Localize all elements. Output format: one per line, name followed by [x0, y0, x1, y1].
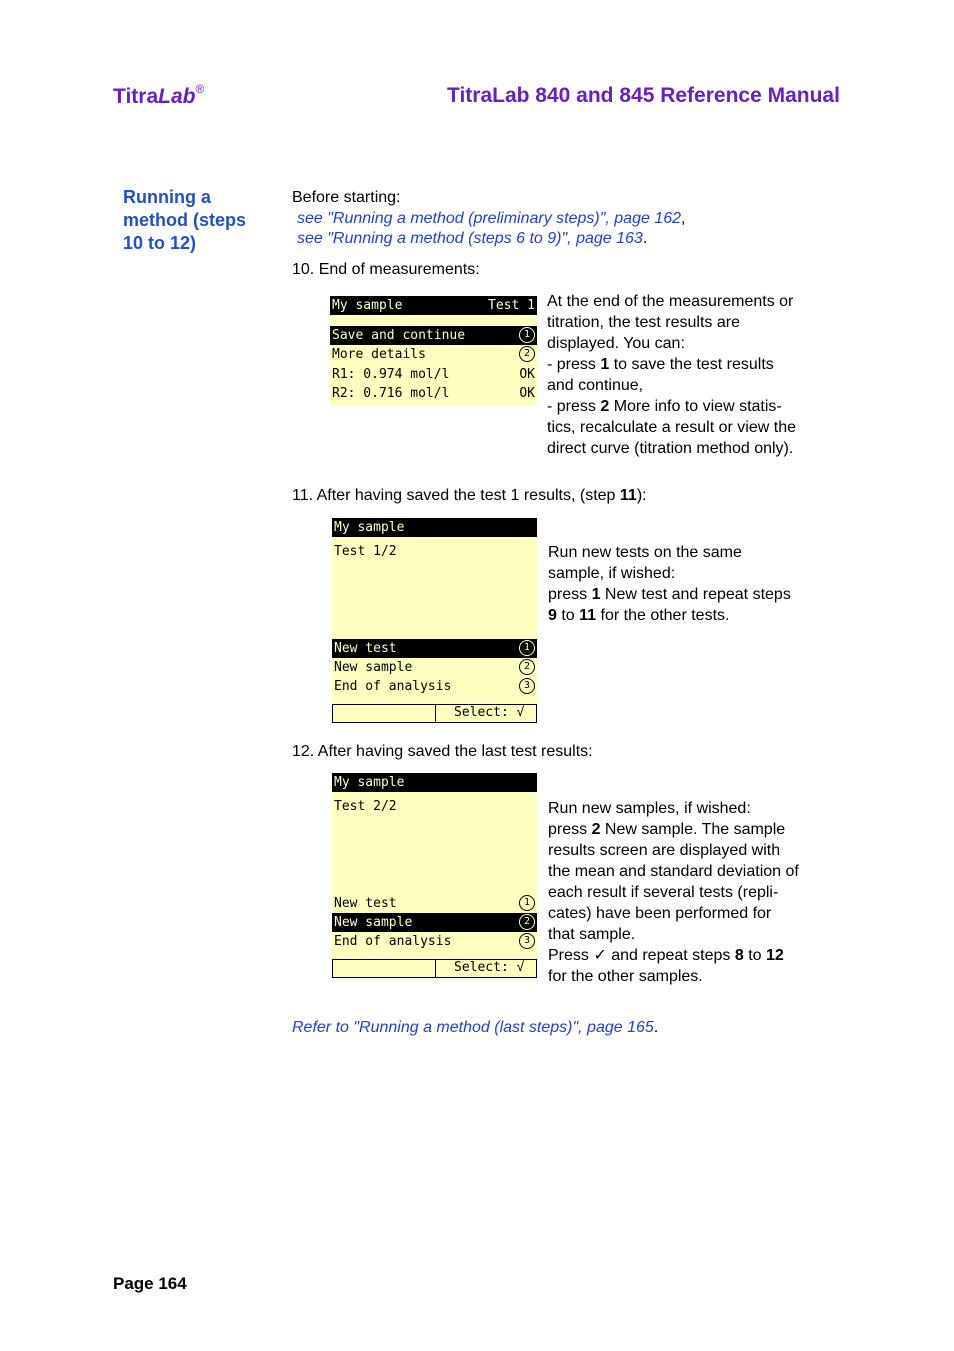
softkey-empty[interactable] — [332, 704, 436, 723]
lcd-test-number: Test 1 — [488, 298, 535, 313]
lcd-softkey-bar — [332, 704, 537, 723]
result-label: R1: 0.974 mol/l — [332, 367, 450, 382]
softkey-empty[interactable] — [332, 959, 436, 978]
separator: . — [653, 1019, 659, 1036]
step-ref: 11 — [619, 487, 637, 504]
lcd-menu-item-more-details[interactable] — [330, 345, 537, 364]
text: press — [548, 586, 592, 603]
lcd-title: My sample — [334, 520, 405, 535]
step-ref: 9 — [548, 607, 557, 624]
circled-3-icon: 3 — [519, 678, 535, 694]
circled-3-icon: 3 — [519, 933, 535, 949]
lcd-title: My sample — [334, 775, 405, 790]
refer-line — [292, 1017, 658, 1038]
result-status: OK — [519, 386, 535, 401]
menu-item-label: More details — [332, 347, 426, 362]
step-10-label: 10. End of measurements: — [292, 261, 480, 278]
desc-line: each result if several tests (repli- — [548, 884, 779, 901]
lcd-menu-item-new-test[interactable] — [332, 894, 537, 913]
lcd-menu-item-new-test[interactable] — [332, 639, 537, 658]
intro-before: Before starting: — [292, 189, 401, 206]
menu-item-label: End of analysis — [334, 679, 452, 694]
lcd-menu-item-end-analysis[interactable] — [332, 932, 537, 951]
desc-line: displayed. You can: — [547, 335, 685, 352]
brand-italic: Lab — [158, 85, 196, 108]
lcd-title-bar — [330, 296, 537, 315]
registered-mark: ® — [195, 82, 205, 96]
menu-item-label: New sample — [334, 660, 413, 675]
lcd-result-r1 — [330, 365, 537, 384]
desc-line: cates) have been performed for — [548, 905, 772, 922]
desc-line: sample, if wished: — [548, 565, 676, 582]
step-11-description — [548, 542, 791, 626]
heading-line: Running a — [123, 187, 211, 207]
lcd-menu-item-new-sample[interactable] — [332, 913, 537, 932]
brand-title — [113, 84, 204, 109]
intro-link-line-2 — [297, 228, 647, 249]
link-last-steps[interactable]: Refer to "Running a method (last steps)", page 165 — [292, 1019, 654, 1036]
manual-title: TitraLab 840 and 845 Reference Manual — [447, 84, 840, 107]
desc-line — [548, 945, 799, 966]
lcd-title-bar — [332, 773, 537, 792]
desc-line: Run new tests on the same — [548, 544, 742, 561]
menu-item-label: New test — [334, 641, 397, 656]
text: 11. After having saved the test 1 results, (step — [292, 487, 620, 504]
key-number: 2 — [600, 398, 610, 415]
menu-item-label: New sample — [334, 915, 413, 930]
desc-line: At the end of the measurements or — [547, 293, 794, 310]
step-10-description — [547, 291, 796, 459]
result-status: OK — [519, 367, 535, 382]
text: New sample. The sample — [600, 821, 786, 838]
softkey-select[interactable]: Select: √ — [436, 959, 537, 978]
separator: . — [642, 230, 648, 247]
step-ref: 8 — [734, 947, 744, 964]
text: ): — [636, 487, 647, 504]
circled-1-icon: 1 — [519, 640, 535, 656]
circled-2-icon: 2 — [519, 914, 535, 930]
desc-line: results screen are displayed with — [548, 842, 781, 859]
menu-item-label: New test — [334, 896, 397, 911]
desc-line: for the other samples. — [548, 968, 703, 985]
lcd-screen-step-11 — [332, 518, 537, 723]
desc-line: tics, recalculate a result or view the — [547, 419, 796, 436]
key-number: 1 — [600, 356, 610, 373]
lcd-subtitle — [332, 542, 537, 561]
key-number: 1 — [591, 586, 601, 603]
lcd-menu-item-save-continue[interactable] — [330, 326, 537, 345]
desc-line: direct curve (titration method only). — [547, 440, 794, 457]
desc-line: titration, the test results are — [547, 314, 740, 331]
lcd-softkey-bar — [332, 959, 537, 978]
key-number: 2 — [591, 821, 601, 838]
brand-prefix: Titra — [113, 85, 159, 108]
lcd-title-bar — [332, 518, 537, 537]
text: - press — [547, 356, 601, 373]
lcd-test-counter: Test 2/2 — [334, 799, 397, 814]
menu-item-label: End of analysis — [334, 934, 452, 949]
result-label: R2: 0.716 mol/l — [332, 386, 450, 401]
intro-link-line-1 — [297, 208, 685, 229]
lcd-screen-step-12 — [332, 773, 537, 978]
text: New test and repeat steps — [600, 586, 791, 603]
desc-line — [548, 819, 799, 840]
page-number: Page 164 — [113, 1274, 187, 1293]
link-steps-6-to-9[interactable]: see "Running a method (steps 6 to 9)", page 163 — [297, 230, 643, 247]
lcd-menu-item-end-analysis[interactable] — [332, 677, 537, 696]
lcd-screen-step-10 — [330, 296, 537, 406]
lcd-result-r2 — [330, 384, 537, 403]
section-heading — [123, 186, 273, 255]
text: More info to view statis- — [609, 398, 782, 415]
desc-line — [547, 396, 796, 417]
desc-line: Run new samples, if wished: — [548, 800, 751, 817]
text: press — [548, 821, 592, 838]
step-12-label: 12. After having saved the last test results: — [292, 743, 593, 760]
desc-line — [547, 354, 796, 375]
circled-1-icon: 1 — [519, 327, 535, 343]
softkey-select[interactable]: Select: √ — [436, 704, 537, 723]
step-11-label — [292, 485, 647, 506]
circled-2-icon: 2 — [519, 659, 535, 675]
desc-line — [548, 584, 791, 605]
circled-2-icon: 2 — [519, 346, 535, 362]
text: for the other tests. — [596, 607, 730, 624]
step-ref: 12 — [765, 947, 784, 964]
text: Press ✓ and repeat steps — [548, 947, 735, 964]
menu-item-label: Save and continue — [332, 328, 466, 343]
step-12-description — [548, 798, 799, 987]
circled-1-icon: 1 — [519, 895, 535, 911]
heading-line: 10 to 12) — [123, 233, 197, 253]
heading-line: method (steps — [123, 210, 247, 230]
text: to — [743, 947, 766, 964]
lcd-menu-item-new-sample[interactable] — [332, 658, 537, 677]
lcd-test-counter: Test 1/2 — [334, 544, 397, 559]
desc-line: and continue, — [547, 377, 644, 394]
separator: , — [681, 210, 686, 227]
lcd-subtitle — [332, 797, 537, 816]
text: to — [556, 607, 580, 624]
desc-line: that sample. — [548, 926, 636, 943]
link-preliminary-steps[interactable]: see "Running a method (preliminary steps)", page 162 — [297, 210, 682, 227]
step-ref: 11 — [579, 607, 597, 624]
desc-line — [548, 605, 791, 626]
lcd-title: My sample — [332, 298, 403, 313]
desc-line: the mean and standard deviation of — [548, 863, 799, 880]
text: - press — [547, 398, 601, 415]
text: to save the test results — [609, 356, 774, 373]
